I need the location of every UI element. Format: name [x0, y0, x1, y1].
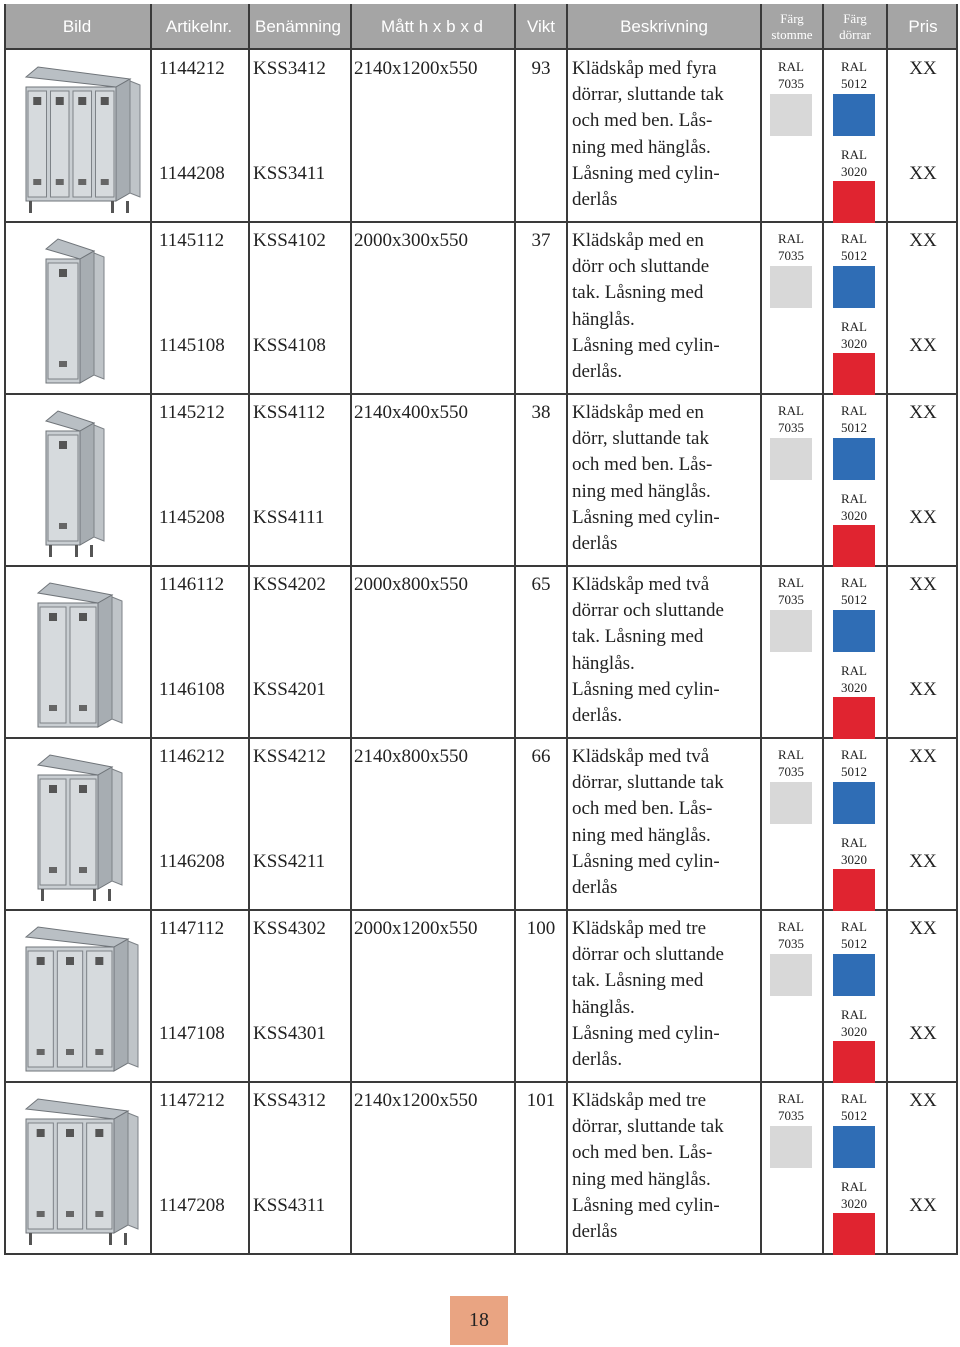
ral-code: 5012	[841, 420, 867, 435]
vikt-value: 101	[526, 1090, 556, 1111]
two-door-locker-icon	[8, 569, 148, 735]
matt-value: 2000x300x550	[354, 230, 468, 251]
swatch-red-3020	[833, 1041, 875, 1083]
table-row	[4, 738, 958, 910]
ral-stomme-label	[767, 230, 815, 264]
description-line: ning med hänglås.	[572, 480, 711, 502]
vikt-value: 100	[526, 918, 556, 939]
single-door-locker-icon	[8, 225, 148, 391]
header-pris: Pris	[908, 17, 938, 36]
description-line: derlås	[572, 877, 618, 898]
benamning-1: KSS3412	[253, 58, 326, 79]
ral-text: RAL	[778, 575, 804, 590]
artikelnr-1: 1147212	[159, 1090, 225, 1111]
artikelnr-2: 1145108	[159, 335, 225, 356]
benamning-2: KSS4201	[253, 679, 326, 700]
ral-stomme-label	[767, 402, 815, 436]
three-door-locker-legs-icon	[8, 1085, 148, 1251]
benamning-1: KSS4202	[253, 574, 326, 595]
header-bild: Bild	[62, 17, 92, 36]
ral-code: 7035	[778, 76, 804, 91]
pris-2: XX	[909, 1195, 937, 1216]
description-line: dörrar, sluttande tak	[572, 1116, 724, 1138]
artikelnr-2: 1146208	[159, 851, 225, 872]
description-line: derlås.	[572, 361, 623, 382]
header-matt: Mått h x b x d	[380, 17, 484, 36]
description-line: dörr och sluttande	[572, 256, 710, 278]
ral-dorrar-label-1	[830, 58, 878, 92]
header-farg-stomme	[762, 4, 822, 50]
matt-value: 2140x400x550	[354, 402, 468, 423]
ral-dorrar-label-1	[830, 746, 878, 780]
ral-text: RAL	[841, 1091, 867, 1106]
description-line: derlås	[572, 533, 618, 554]
ral-code: 7035	[778, 592, 804, 607]
swatch-red-3020	[833, 181, 875, 223]
description-line: dörr, sluttande tak	[572, 428, 709, 450]
description-line: tak. Låsning med	[572, 626, 704, 648]
four-door-locker-icon	[8, 53, 148, 219]
header-farg-stomme-line1: Färg	[780, 11, 804, 26]
ral-text: RAL	[841, 403, 867, 418]
page-number: 18	[450, 1296, 508, 1345]
table-row	[4, 50, 958, 222]
description-line: ning med hänglås.	[572, 1168, 711, 1190]
benamning-2: KSS4311	[253, 1195, 326, 1216]
description-line: Klädskåp med fyra	[572, 58, 717, 79]
pris-2: XX	[909, 335, 937, 356]
description-line: Låsning med cylin-	[572, 162, 720, 184]
table-row	[4, 566, 958, 738]
ral-text: RAL	[841, 919, 867, 934]
description-line: och med ben. Lås-	[572, 1142, 713, 1164]
ral-text: RAL	[841, 575, 867, 590]
ral-code: 5012	[841, 248, 867, 263]
ral-stomme-label	[767, 918, 815, 952]
ral-code: 3020	[841, 852, 867, 867]
ral-code: 5012	[841, 592, 867, 607]
swatch-red-3020	[833, 1213, 875, 1255]
description-line: Klädskåp med två	[572, 746, 710, 767]
description-line: dörrar, sluttande tak	[572, 772, 724, 794]
ral-dorrar-label-1	[830, 230, 878, 264]
header-artikelnr: Artikelnr.	[165, 17, 233, 36]
description-line: Klädskåp med tre	[572, 1090, 707, 1111]
artikelnr-1: 1147112	[159, 918, 225, 939]
description-line: derlås	[572, 1221, 618, 1242]
ral-code: 3020	[841, 680, 867, 695]
description-line: tak. Låsning med	[572, 282, 704, 304]
swatch-blue-5012	[833, 266, 875, 308]
ral-dorrar-label-2	[830, 490, 878, 524]
ral-code: 3020	[841, 1196, 867, 1211]
benamning-2: KSS3411	[253, 163, 326, 184]
benamning-1: KSS4212	[253, 746, 326, 767]
matt-value: 2140x1200x550	[354, 58, 478, 79]
pris-1: XX	[909, 746, 937, 767]
ral-dorrar-label-1	[830, 1090, 878, 1124]
table-header	[4, 4, 958, 50]
pris-2: XX	[909, 679, 937, 700]
ral-text: RAL	[841, 147, 867, 162]
swatch-blue-5012	[833, 782, 875, 824]
ral-text: RAL	[778, 59, 804, 74]
ral-dorrar-label-1	[830, 574, 878, 608]
ral-text: RAL	[778, 1091, 804, 1106]
table-row	[4, 1082, 958, 1254]
artikelnr-2: 1144208	[159, 163, 225, 184]
ral-code: 7035	[778, 1108, 804, 1123]
benamning-2: KSS4111	[253, 507, 325, 528]
swatch-red-3020	[833, 869, 875, 911]
swatch-red-3020	[833, 353, 875, 395]
ral-dorrar-label-2	[830, 662, 878, 696]
description-line: ning med hänglås.	[572, 136, 711, 158]
description-line: och med ben. Lås-	[572, 454, 713, 476]
description-line: Klädskåp med tre	[572, 918, 707, 939]
swatch-red-3020	[833, 697, 875, 739]
description-line: Låsning med cylin-	[572, 334, 720, 356]
description-line: och med ben. Lås-	[572, 110, 713, 132]
swatch-blue-5012	[833, 1126, 875, 1168]
ral-code: 5012	[841, 76, 867, 91]
ral-text: RAL	[841, 319, 867, 334]
description-line: Klädskåp med två	[572, 574, 710, 595]
pris-1: XX	[909, 230, 937, 251]
ral-code: 5012	[841, 936, 867, 951]
description-line: derlås.	[572, 1049, 623, 1070]
two-door-locker-legs-icon	[8, 741, 148, 907]
matt-value: 2140x1200x550	[354, 1090, 478, 1111]
ral-stomme-label	[767, 1090, 815, 1124]
single-door-locker-legs-icon	[8, 397, 148, 563]
pris-1: XX	[909, 402, 937, 423]
benamning-1: KSS4302	[253, 918, 326, 939]
description-line: derlås	[572, 189, 618, 210]
pris-1: XX	[909, 918, 937, 939]
ral-text: RAL	[778, 747, 804, 762]
ral-stomme-label	[767, 746, 815, 780]
ral-code: 7035	[778, 248, 804, 263]
product-table	[4, 4, 958, 1277]
swatch-blue-5012	[833, 438, 875, 480]
benamning-1: KSS4102	[253, 230, 326, 251]
ral-dorrar-label-1	[830, 402, 878, 436]
description-line: Låsning med cylin-	[572, 506, 720, 528]
ral-code: 3020	[841, 164, 867, 179]
ral-stomme-label	[767, 574, 815, 608]
pris-1: XX	[909, 58, 937, 79]
description-line: Klädskåp med en	[572, 230, 704, 251]
ral-code: 7035	[778, 764, 804, 779]
ral-code: 3020	[841, 508, 867, 523]
header-farg-stomme-line2: stomme	[771, 27, 813, 42]
artikelnr-2: 1147208	[159, 1195, 225, 1216]
artikelnr-1: 1145112	[159, 230, 225, 251]
description-line: derlås.	[572, 705, 623, 726]
artikelnr-2: 1147108	[159, 1023, 225, 1044]
description-line: hänglås.	[572, 308, 635, 330]
ral-text: RAL	[778, 403, 804, 418]
header-beskrivning: Beskrivning	[620, 17, 708, 36]
ral-code: 3020	[841, 336, 867, 351]
artikelnr-1: 1145212	[159, 402, 225, 423]
description-line: Låsning med cylin-	[572, 1022, 720, 1044]
swatch-grey-7035	[770, 1126, 812, 1168]
pris-2: XX	[909, 163, 937, 184]
swatch-grey-7035	[770, 610, 812, 652]
ral-code: 7035	[778, 936, 804, 951]
description-line: hänglås.	[572, 996, 635, 1018]
ral-text: RAL	[841, 59, 867, 74]
description-line: Klädskåp med en	[572, 402, 704, 423]
pris-1: XX	[909, 574, 937, 595]
artikelnr-2: 1145208	[159, 507, 225, 528]
matt-value: 2000x800x550	[354, 574, 468, 595]
ral-dorrar-label-2	[830, 318, 878, 352]
ral-text: RAL	[841, 835, 867, 850]
table-row	[4, 394, 958, 566]
benamning-2: KSS4211	[253, 851, 326, 872]
description-line: dörrar, sluttande tak	[572, 84, 724, 106]
swatch-grey-7035	[770, 266, 812, 308]
pris-2: XX	[909, 851, 937, 872]
description-line: Låsning med cylin-	[572, 678, 720, 700]
ral-text: RAL	[778, 919, 804, 934]
swatch-blue-5012	[833, 94, 875, 136]
header-vikt: Vikt	[526, 17, 556, 36]
matt-value: 2140x800x550	[354, 746, 468, 767]
ral-text: RAL	[841, 491, 867, 506]
header-farg-dorrar	[824, 4, 886, 50]
ral-text: RAL	[841, 231, 867, 246]
benamning-1: KSS4112	[253, 402, 326, 423]
description-line: ning med hänglås.	[572, 824, 711, 846]
swatch-blue-5012	[833, 954, 875, 996]
three-door-locker-icon	[8, 913, 148, 1079]
header-farg-dorrar-line2: dörrar	[839, 27, 871, 42]
swatch-blue-5012	[833, 610, 875, 652]
pris-2: XX	[909, 507, 937, 528]
artikelnr-1: 1146212	[159, 746, 225, 767]
benamning-2: KSS4108	[253, 335, 326, 356]
pris-2: XX	[909, 1023, 937, 1044]
swatch-grey-7035	[770, 782, 812, 824]
ral-code: 3020	[841, 1024, 867, 1039]
ral-code: 5012	[841, 764, 867, 779]
artikelnr-1: 1144212	[159, 58, 225, 79]
description-line: tak. Låsning med	[572, 970, 704, 992]
benamning-1: KSS4312	[253, 1090, 326, 1111]
ral-dorrar-label-2	[830, 146, 878, 180]
ral-code: 5012	[841, 1108, 867, 1123]
swatch-grey-7035	[770, 94, 812, 136]
ral-dorrar-label-2	[830, 1006, 878, 1040]
description-line: dörrar och sluttande	[572, 944, 724, 966]
description-line: Låsning med cylin-	[572, 1194, 720, 1216]
description-line: dörrar och sluttande	[572, 600, 724, 622]
swatch-red-3020	[833, 525, 875, 567]
vikt-value: 93	[531, 58, 551, 79]
pris-1: XX	[909, 1090, 937, 1111]
ral-dorrar-label-1	[830, 918, 878, 952]
benamning-2: KSS4301	[253, 1023, 326, 1044]
table-row	[4, 222, 958, 394]
ral-code: 7035	[778, 420, 804, 435]
vikt-value: 37	[531, 230, 551, 251]
table-row	[4, 910, 958, 1082]
ral-dorrar-label-2	[830, 1178, 878, 1212]
vikt-value: 65	[531, 574, 551, 595]
ral-text: RAL	[841, 663, 867, 678]
vikt-value: 38	[531, 402, 551, 423]
ral-text: RAL	[778, 231, 804, 246]
description-line: hänglås.	[572, 652, 635, 674]
artikelnr-1: 1146112	[159, 574, 225, 595]
description-line: Låsning med cylin-	[572, 850, 720, 872]
swatch-grey-7035	[770, 954, 812, 996]
ral-text: RAL	[841, 1179, 867, 1194]
ral-stomme-label	[767, 58, 815, 92]
description-line: och med ben. Lås-	[572, 798, 713, 820]
matt-value: 2000x1200x550	[354, 918, 478, 939]
header-farg-dorrar-line1: Färg	[843, 11, 867, 26]
vikt-value: 66	[531, 746, 551, 767]
artikelnr-2: 1146108	[159, 679, 225, 700]
swatch-grey-7035	[770, 438, 812, 480]
ral-text: RAL	[841, 747, 867, 762]
ral-dorrar-label-2	[830, 834, 878, 868]
header-benamning: Benämning	[254, 17, 341, 36]
ral-text: RAL	[841, 1007, 867, 1022]
